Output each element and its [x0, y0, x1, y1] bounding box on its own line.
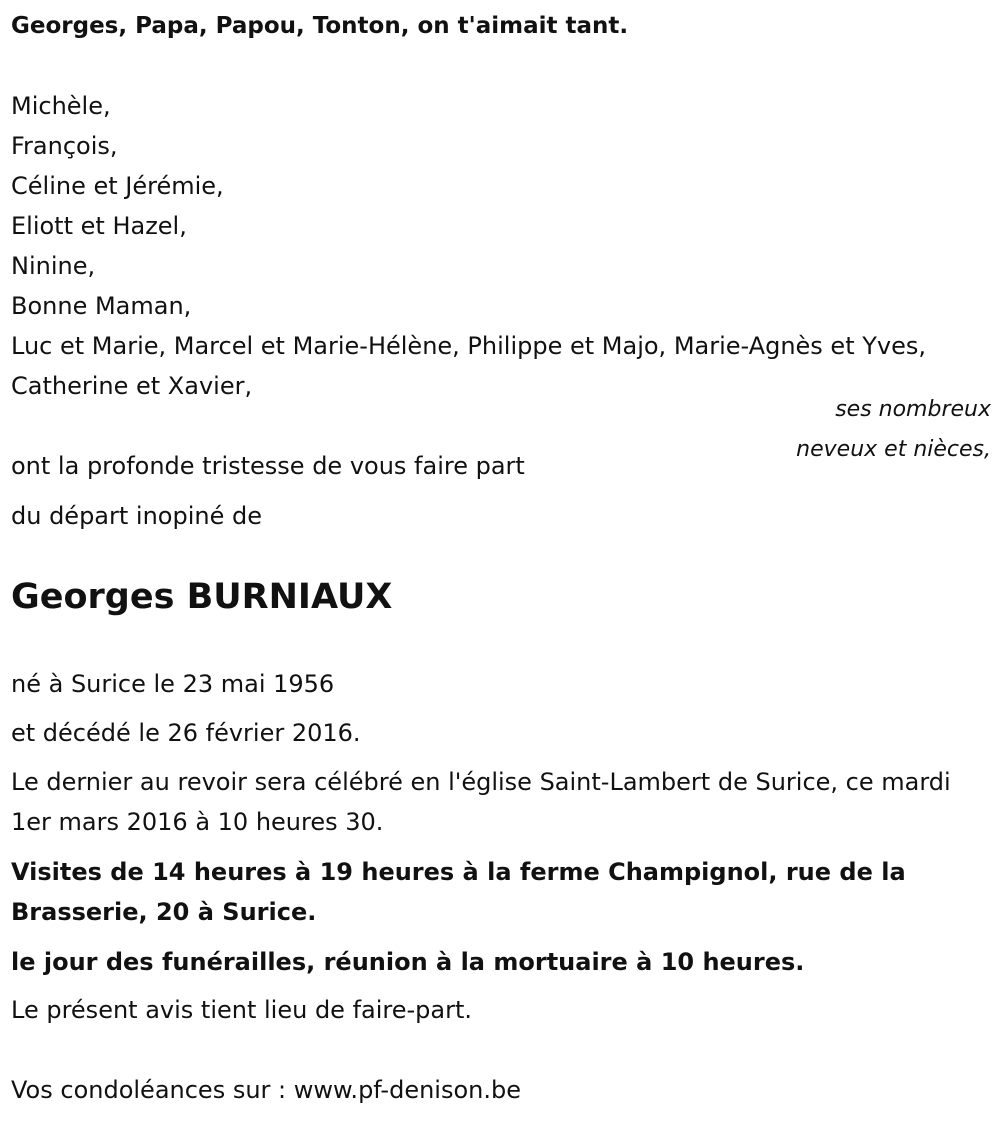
- family-member-4: Eliott et Hazel,: [11, 212, 187, 240]
- announcement-line-2: du départ inopiné de: [11, 502, 262, 530]
- birth-info: né à Surice le 23 mai 1956: [11, 670, 335, 698]
- funeral-day-info: le jour des funérailles, réunion à la mortuaire à 10 heures.: [11, 948, 805, 976]
- family-member-6: Bonne Maman,: [11, 292, 192, 320]
- death-info: et décédé le 26 février 2016.: [11, 719, 361, 747]
- family-member-5: Ninine,: [11, 252, 96, 280]
- notice-statement: Le présent avis tient lieu de faire-part.: [11, 996, 473, 1024]
- nephews-line-1: ses nombreux: [835, 397, 991, 422]
- family-member-1: Michèle,: [11, 92, 111, 120]
- ceremony-info: Le dernier au revoir sera célébré en l'église Saint-Lambert de Surice, ce mardi 1er mars 2016 à 10 heures 30.: [11, 768, 951, 836]
- notice-heading: Georges, Papa, Papou, Tonton, on t'aimait tant.: [11, 13, 629, 39]
- relatives-list: Luc et Marie, Marcel et Marie-Hélène, Philippe et Majo, Marie-Agnès et Yves, Catherine et Xavier,: [11, 332, 926, 400]
- deceased-name: Georges BURNIAUX: [11, 577, 393, 617]
- condolences-info: Vos condoléances sur : www.pf-denison.be: [11, 1076, 521, 1104]
- nephews-line-2: neveux et nièces,: [796, 437, 991, 462]
- announcement-line-1: ont la profonde tristesse de vous faire part: [11, 452, 525, 480]
- visits-info: Visites de 14 heures à 19 heures à la ferme Champignol, rue de la Brasserie, 20 à Surice.: [11, 858, 906, 926]
- family-member-2: François,: [11, 132, 118, 160]
- family-member-3: Céline et Jérémie,: [11, 172, 224, 200]
